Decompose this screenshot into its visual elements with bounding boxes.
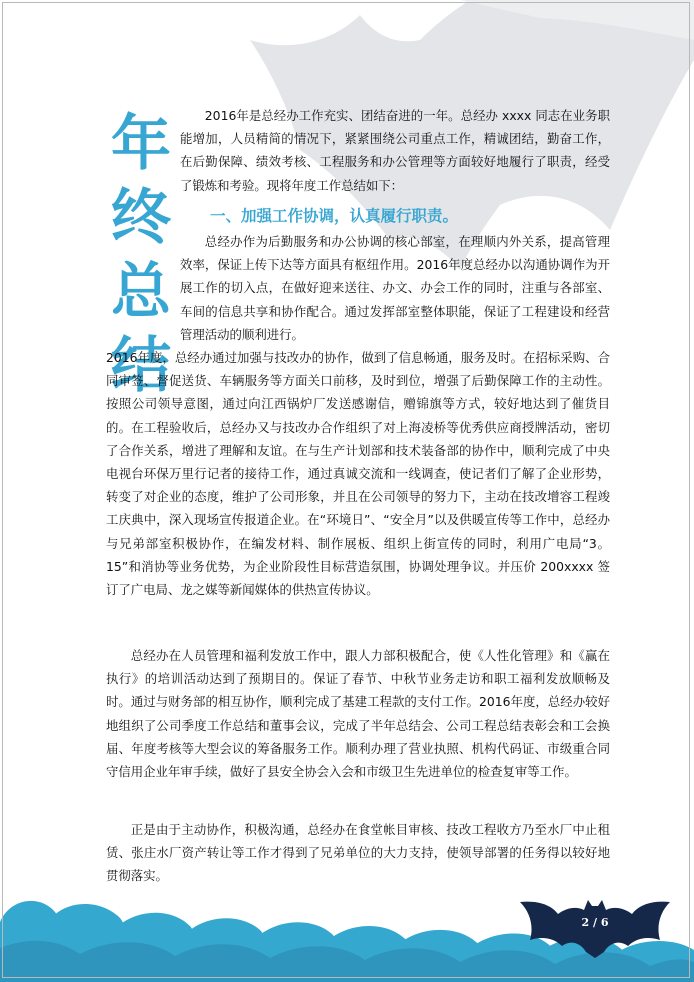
title-char: 结 [111, 331, 171, 401]
section-heading: 一、加强工作协调，认真履行职责。 [210, 207, 459, 225]
page-number-badge [520, 892, 670, 960]
paragraph-collaboration: 2016年度，总经办通过加强与技改办的协作，做到了信息畅通，服务及时。在招标采购、合同审签、督促送货、车辆服务等方面关口前移，及时到位，增强了后勤保障工作的主动性。按照公司领导意图，通过向江西锅炉厂发送感谢信，赠锦旗等方式，较好地达到了催货目的。在工程验收后，总经办又与技改办合作组织了对上海凌桥等优秀供应商授牌活动，密切了合作关系，增进了理解和友谊。在与生产计划部和技术装备部的协作中，顺利完成了中央电视台环保万里行记者的接待工作，通过真诚交流和一线调查，使记者们了解了企业形势，转变了对企业的态度，维护了公司形象，并且在公司领导的努力下，主动在技改增容工程竣工庆典中，深入现场宣传报道企业。在“环境日”、“安全月”以及供暖宣传等工作中，总经办与兄弟部室积极协作，在编发材料、制作展板、组织上街宣传的同时，利用广电局“3。15”和消协等业务优势，为企业阶段性目标营造氛围，协调处理争议。并压价 200xxxx 签订了广电局、龙之媒等新闻媒体的供热宣传协议。 [106, 350, 610, 598]
paragraph-intro: 2016年是总经办工作充实、团结奋进的一年。总经办 xxxx 同志在业务职能增加，人员精简的情况下，紧紧围绕公司重点工作，精诚团结，勤奋工作，在后勤保障、绩效考核、工程服务和办公管理等方面较好地履行了职责，经受了锻炼和考验。现将年度工作总结如下： [180, 108, 610, 193]
title-char: 年 [111, 109, 171, 179]
paragraph-personnel: 总经办在人员管理和福利发放工作中，跟人力部积极配合，使《人性化管理》和《赢在执行》的培训活动达到了预期目的。保证了春节、中秋节业务走访和职工福利发放顺畅及时。通过与财务部的相互协作，顺利完成了基建工程款的支付工作。2016年度，总经办较好地组织了公司季度工作总结和董事会议，完成了半年总结会、公司工程总结表彰会和工会换届、年度考核等大型会议的筹备服务工作。顺利办理了营业执照、机构代码证、市级重合同守信用企业年审手续，做好了县安全协会入会和市级卫生先进单位的检查复审等工作。 [106, 648, 610, 780]
paragraph-coordination: 总经办作为后勤服务和办公协调的核心部室，在理顺内外关系，提高管理效率，保证上传下达等方面具有枢纽作用。2016年度总经办以沟通协调作为开展工作的切入点，在做好迎来送往、办文、办会工作的同时，注重与各部室、车间的信息共享和协作配合。通过发挥部室整体职能，保证了工程建设和经营管理活动的顺利进行。 [180, 234, 610, 342]
paragraph-conclusion: 正是由于主动协作，积极沟通，总经办在食堂帐目审核、技改工程收方乃至水厂中止租赁、张庄水厂资产转让等工作才得到了兄弟单位的大力支持，使领导部署的任务得以较好地贯彻落实。 [106, 822, 610, 884]
title-char: 终 [111, 183, 171, 253]
title-char: 总 [111, 257, 171, 327]
page-number: 2 / 6 [581, 916, 609, 929]
